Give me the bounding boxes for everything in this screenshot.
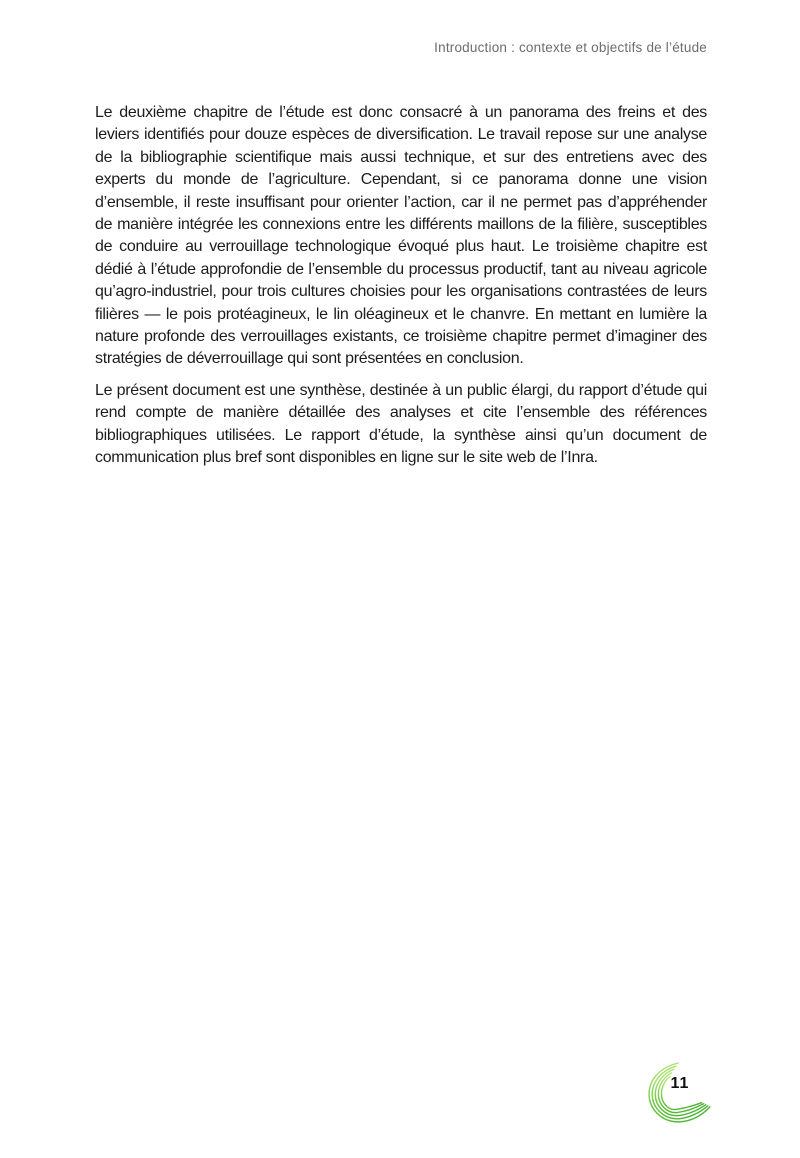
- page-number: 11: [670, 1075, 690, 1092]
- page-footer-logo: [646, 1062, 712, 1128]
- paragraph: Le deuxième chapitre de l’étude est donc consacré à un panorama des freins et des leviers identifiés pour douze espèces de diversification. Le travail repose sur une analyse de la bibliographie scientifique mais aussi technique, et sur des entretiens avec des experts du monde de l’agriculture. Cependant, si ce panorama donne une vision d’ensemble, il reste insuffisant pour orienter l’action, car il ne permet pas d’appréhender de manière intégrée les connexions entre les différents maillons de la filière, susceptibles de conduire au verrouillage technologique évoqué plus haut. Le troisième chapitre est dédié à l’étude approfondie de l’ensemble du processus productif, tant au niveau agricole qu’agro-industriel, pour trois cultures choisies pour les organisations contrastées de leurs filières — le pois protéagineux, le lin oléagineux et le chanvre. En mettant en lumière la nature profonde des verrouillages existants, ce troisième chapitre permet d’imaginer des stratégies de déverrouillage qui sont présentées en conclusion.: [95, 104, 707, 368]
- body-text-block: [95, 102, 707, 470]
- paragraph: Le présent document est une synthèse, destinée à un public élargi, du rapport d’étude qui rend compte de manière détaillée des analyses et cite l’ensemble des références bibliographiques utilisées. Le rapport d’étude, la synthèse ainsi qu’un document de communication plus bref sont disponibles en ligne sur le site web de l’Inra.: [95, 381, 707, 467]
- green-swirl-logo-icon: [646, 1062, 712, 1128]
- running-header: Introduction : contexte et objectifs de l’étude: [434, 40, 707, 55]
